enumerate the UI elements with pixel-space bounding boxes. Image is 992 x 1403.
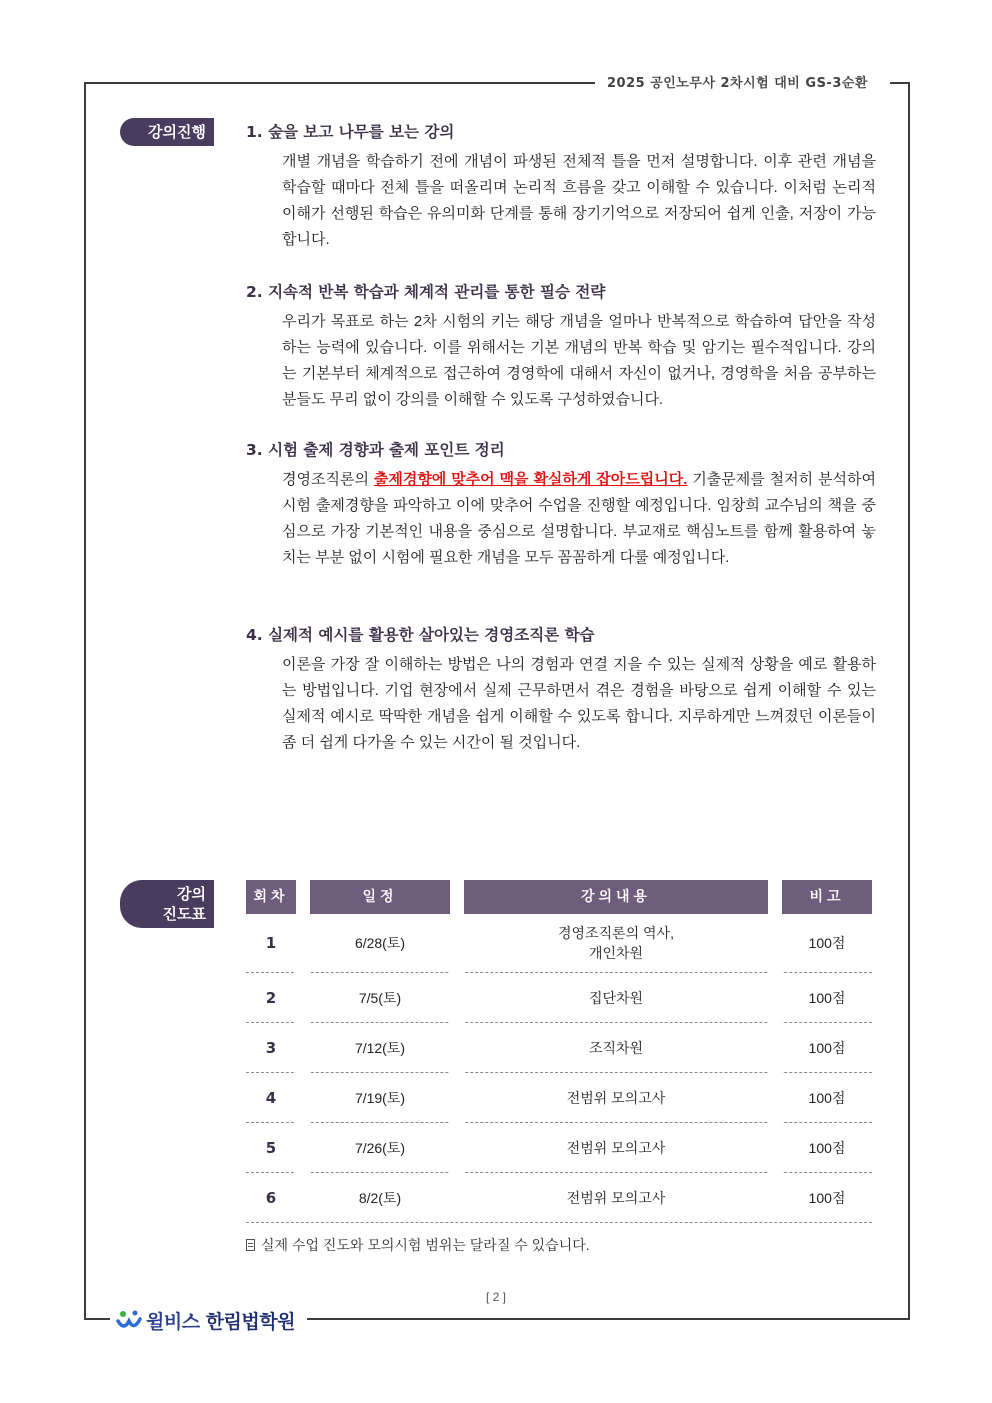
lecture-item-body: 우리가 목표로 하는 2차 시험의 키는 해당 개념을 얼마나 반복적으로 학습하여 답안을 작성하는 능력에 있습니다. 이를 위해서는 기본 개념의 반복 학습 및 암기는 필수적입니다. 강의는 기본부터 체계적으로 접근하여 경영학에 대해서 자신이 없거나, 경영학을 처음 공부하는 분들도 무리 없이 강의를 이해할 수 있도록 구성하였습니다.: [282, 313, 876, 408]
lecture-item-title: 1. 숲을 보고 나무를 보는 강의: [246, 123, 455, 141]
body-text: 경영조직론의: [282, 471, 374, 488]
cell-date: 7/5(토): [358, 989, 402, 1006]
cell-note: 100점: [808, 989, 846, 1006]
table-row: [246, 914, 872, 973]
header-date: 일정: [310, 880, 450, 914]
cell-date: 7/26(토): [354, 1139, 406, 1156]
cell-note: 100점: [808, 1189, 846, 1206]
body-text: 기출문제를 철저히 분석하여 시험 출제경향을 파악하고 이에 맞추어 수업을 진행할 예정입니다. 임창희 교수님의 책을 중심으로 가장 기본적인 내용을 중심으로 설명합니다. 부교재로 핵심노트를 함께 활용하여 놓치는 부분 없이 시험에 필요한 개념을 모두 꼼꼼하게 다룰 예정입니다.: [282, 471, 877, 566]
cell-no: 1: [265, 934, 277, 952]
lecture-item-title: 2. 지속적 반복 학습과 체계적 관리를 통한 필승 전략: [246, 283, 606, 301]
lecture-item-2: [246, 282, 876, 413]
cell-content: 집단차원: [588, 989, 644, 1006]
table-header: [246, 880, 872, 914]
cell-note: 100점: [808, 1139, 846, 1156]
footnote-text: 실제 수업 진도와 모의시험 범위는 달라질 수 있습니다.: [261, 1237, 590, 1253]
cell-no: 2: [265, 988, 277, 1007]
table-row: [246, 1023, 872, 1073]
document-icon: [246, 1239, 255, 1251]
cell-content: [464, 914, 768, 972]
lecture-item-body: 개별 개념을 학습하기 전에 개념이 파생된 전체적 틀을 먼저 설명합니다. 이후 관련 개념을 학습할 때마다 전체 틀을 떠올리며 논리적 흐름을 갖고 이해할 수 있습니다. 이처럼 논리적 이해가 선행된 학습은 유의미화 단계를 통해 장기기억으로 저장되어 쉽게 인출, 저장이 가능합니다.: [282, 153, 876, 248]
cell-note: 100점: [808, 935, 846, 951]
header-note: 비고: [782, 880, 872, 914]
cell-note: 100점: [808, 1039, 846, 1056]
cell-no: 5: [265, 1138, 277, 1157]
cell-content: 조직차원: [588, 1039, 644, 1056]
schedule-footnote: [246, 1235, 590, 1255]
cell-note: 100점: [808, 1089, 846, 1106]
lecture-item-title: 4. 실제적 예시를 활용한 살아있는 경영조직론 학습: [246, 626, 595, 644]
table-row: [246, 1123, 872, 1173]
header-rule: [894, 82, 910, 84]
cell-no: 4: [265, 1088, 277, 1107]
schedule-section-label: [120, 880, 214, 928]
lecture-item-body: [282, 467, 876, 571]
lecture-item-1: [246, 122, 876, 253]
logo-icon: [116, 1307, 142, 1333]
schedule-label-line: 진도표: [162, 905, 206, 923]
lecture-item-title: 3. 시험 출제 경향과 출제 포인트 정리: [246, 441, 505, 459]
cell-no: 3: [265, 1038, 277, 1057]
cell-content-line: 개인차원: [588, 945, 644, 961]
cell-content: 전범위 모의고사: [566, 1189, 666, 1206]
schedule-label-line: 강의: [177, 885, 206, 903]
cell-date: 7/19(토): [354, 1089, 406, 1106]
schedule-table: [246, 880, 872, 1223]
page-number: [ 2 ]: [485, 1290, 506, 1304]
cell-date: 8/2(토): [358, 1189, 402, 1206]
emphasis-text: 출제경향에 맞추어 맥을 확실하게 잡아드립니다.: [373, 471, 688, 488]
table-row: [246, 1073, 872, 1123]
lecture-item-body: 이론을 가장 잘 이해하는 방법은 나의 경험과 연결 지을 수 있는 실제적 상황을 예로 활용하는 방법입니다. 기업 현장에서 실제 근무하면서 겪은 경험을 바탕으로 쉽게 이해할 수 있는 실제적 예시로 딱딱한 개념을 쉽게 이해할 수 있도록 합니다. 지루하게만 느껴졌던 이론들이 좀 더 쉽게 다가올 수 있는 시간이 될 것입니다.: [282, 656, 876, 751]
header-gap: [880, 76, 890, 90]
cell-no: 6: [265, 1188, 277, 1207]
lecture-item-3: [246, 440, 876, 571]
logo-text: 윌비스 한림법학원: [146, 1310, 295, 1333]
lecture-section-label: 강의진행: [120, 118, 214, 146]
cell-content: 전범위 모의고사: [566, 1139, 666, 1156]
cell-content-line: 경영조직론의 역사,: [558, 925, 674, 941]
cell-content: 전범위 모의고사: [566, 1089, 666, 1106]
header-content: 강의내용: [464, 880, 768, 914]
publisher-logo: [110, 1304, 307, 1336]
table-row: [246, 1173, 872, 1223]
header-no: 회차: [246, 880, 296, 914]
table-row: [246, 973, 872, 1023]
cell-date: 7/12(토): [354, 1039, 406, 1056]
lecture-item-4: [246, 625, 876, 756]
cell-date: 6/28(토): [354, 935, 406, 951]
header-title: 2025 공인노무사 2차시험 대비 GS-3순환: [595, 72, 880, 91]
